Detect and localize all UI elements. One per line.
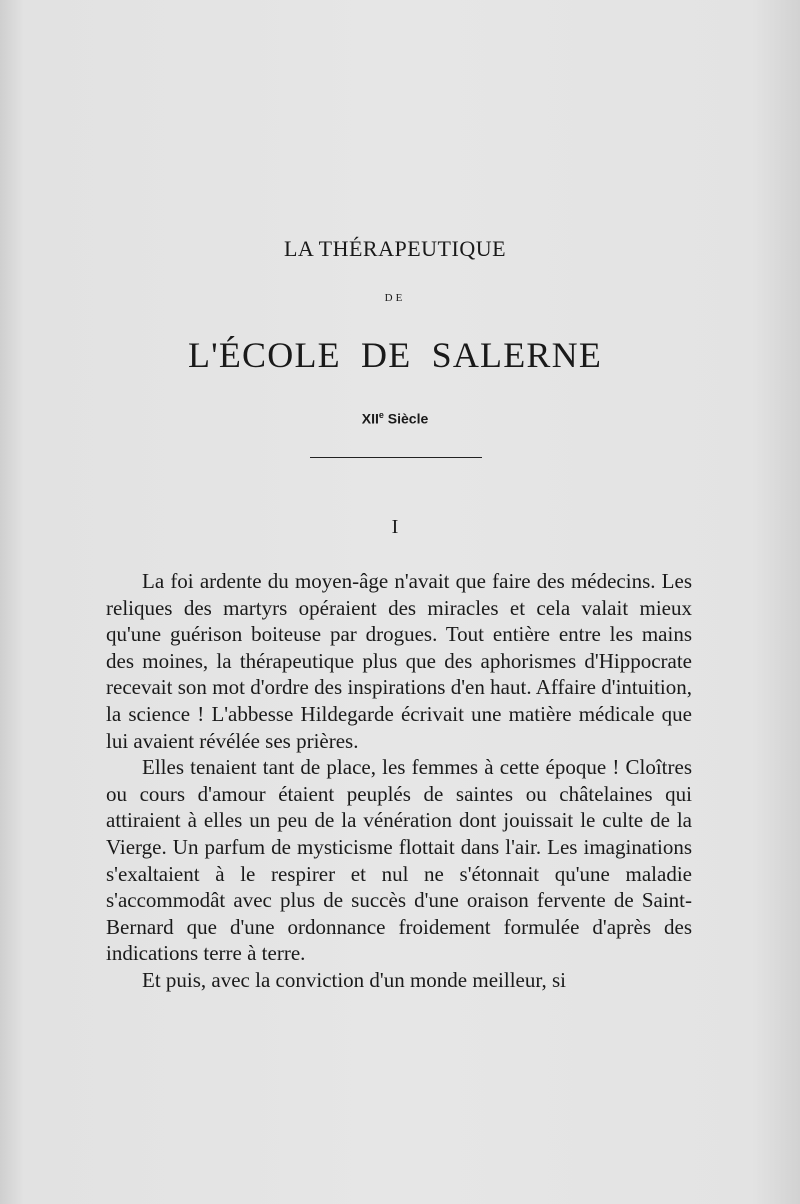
century-superscript: e [378, 410, 384, 420]
section-number: I [391, 516, 399, 538]
century-subtitle [0, 410, 790, 427]
paragraph-2: Elles tenaient tant de place, les femmes à cette époque ! Cloîtres ou cours d'amour étaient peuplés de saintes ou châtelaines qui attiraient à elles un peu de la vénération dont jouissait le culte de la Vierge. Un parfum de mysticisme flottait dans l'air. Les imaginations s'exaltaient à le respirer et nul ne s'étonnait qu'une maladie s'accommodât avec plus de succès d'une oraison fervente de Saint-Bernard que d'une ordonnance froidement formulée d'après des indications terre à terre. [106, 755, 692, 966]
main-title: L'ÉCOLE DE SALERNE [187, 335, 603, 375]
century-roman: XII [361, 410, 379, 427]
paragraph-1: La foi ardente du moyen-âge n'avait que faire des médecins. Les reliques des martyrs opéraient des miracles et cela valait mieux qu'une guérison boiteuse par drogues. Tout entière entre les mains des moines, la thérapeutique plus que des aphorismes d'Hippocrate recevait son mot d'ordre des inspirations d'en haut. Affaire d'intuition, la science ! L'abbesse Hildegarde écrivait une matière médicale que lui avaient révélée ses prières. [106, 569, 692, 753]
paragraph-3: Et puis, avec la conviction d'un monde meilleur, si [142, 967, 567, 992]
divider-rule [310, 457, 482, 458]
century-word: Siècle [383, 410, 429, 427]
header-title: LA THÉRAPEUTIQUE [283, 236, 507, 261]
header-de: DE [384, 292, 406, 304]
body-text [106, 568, 692, 994]
